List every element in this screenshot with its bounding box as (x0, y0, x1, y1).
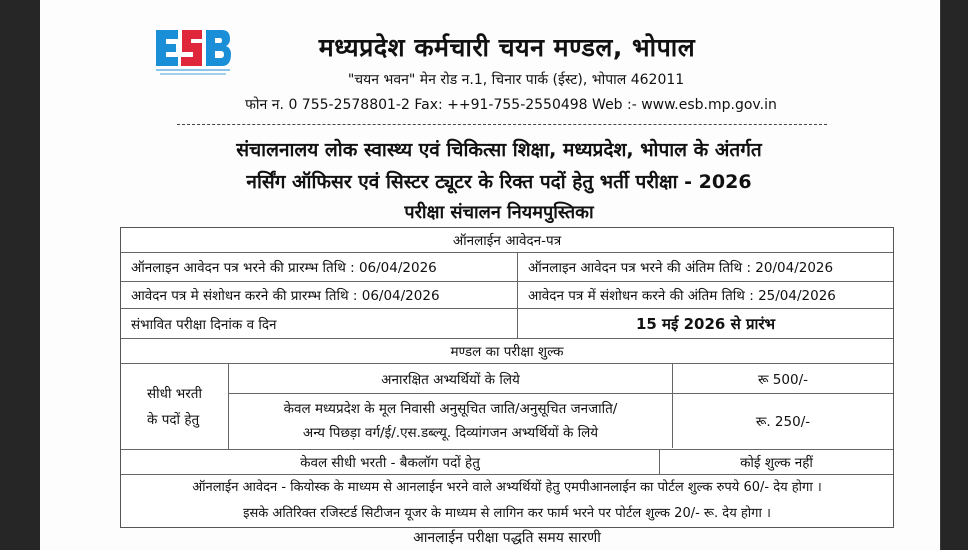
exam-date-label: संभावित परीक्षा दिनांक व दिन (131, 316, 277, 333)
table-section-fee (121, 339, 893, 364)
table-row (121, 282, 893, 309)
exam-date-value: 15 मई 2026 से प्रारंभ (517, 309, 893, 338)
notes-row (121, 475, 893, 527)
dashed-divider (177, 124, 827, 125)
fee-desc (229, 394, 673, 448)
fee-group-label-line: सीधी भरती (147, 385, 202, 402)
fee-desc: अनारक्षित अभ्यर्थियों के लिये (229, 364, 673, 393)
org-contact: फोन न. 0 755-2578801-2 Fax: ++91-755-2550498 Web :- www.esb.mp.gov.in (245, 97, 777, 113)
fee-row (229, 364, 893, 393)
heading-exam: नर्सिंग ऑफिसर एवं सिस्टर ट्यूटर के रिक्त पदों हेतु भर्ती परीक्षा - 2026 (246, 171, 752, 193)
backlog-row (121, 450, 893, 475)
next-section-heading: आनलाईन परीक्षा पद्धति समय सारणी (413, 530, 601, 546)
backlog-desc: केवल सीधी भरती - बैकलॉग पदों हेतु (300, 455, 480, 471)
end-date-online: ऑनलाइन आवेदन पत्र भरने की अंतिम तिथि : 20/04/2026 (517, 253, 893, 281)
section-title: ऑनलाईन आवेदन-पत्र (452, 233, 562, 249)
section-title: मण्डल का परीक्षा शुल्क (450, 344, 564, 360)
heading-rulebook: परीक्षा संचालन नियमपुस्तिका (404, 202, 594, 223)
fee-amount: रू 500/- (758, 371, 808, 388)
end-date-correction: आवेदन पत्र में संशोधन करने की अंतिम तिथि : 25/04/2026 (517, 282, 893, 308)
table-row (121, 253, 893, 282)
fee-desc-line: अन्य पिछड़ा वर्ग/ई/.एस.डब्ल्यू. दिव्यांगजन अभ्यर्थियों के लिये (302, 425, 599, 441)
fee-amount: रू. 250/- (755, 414, 811, 430)
table-row (121, 309, 893, 339)
fee-row (229, 393, 893, 448)
portal-fee-note: ऑनलाईन आवेदन - कियोस्क के माध्यम से आनलाईन भरने वाले अभ्यर्थियों हेतु एमपीआनलाईन का पोर्टल शुल्क रुपये 60/- देय होगा । (192, 480, 822, 495)
backlog-amount: कोई शुल्क नहीं (659, 450, 893, 474)
citizen-user-note: इसके अतिरिक्त रजिस्टर्ड सिटीजन यूजर के माध्यम से लागिन कर फार्म भरने पर पोर्टल शुल्क 20/- रू. देय होगा । (243, 506, 771, 521)
heading-department: संचालनालय लोक स्वास्थ्य एवं चिकित्सा शिक्षा, मध्यप्रदेश, भोपाल के अंतर्गत (236, 139, 762, 161)
schedule-fee-table (120, 227, 894, 528)
org-address: "चयन भवन" मेन रोड न.1, चिनार पार्क (ईस्ट), भोपाल 462011 (347, 72, 685, 88)
fee-group-label (121, 364, 229, 449)
fee-group-label-line: के पदों हेतु (147, 411, 200, 428)
org-title: मध्यप्रदेश कर्मचारी चयन मण्डल, भोपाल (318, 33, 696, 62)
fee-rows (229, 364, 893, 449)
fee-desc-line: केवल मध्यप्रदेश के मूल निवासी अनुसूचित जाति/अनुसूचित जनजाति/ (283, 401, 618, 417)
start-date-correction: आवेदन पत्र मे संशोधन करने की प्रारम्भ तिथि : 06/04/2026 (131, 288, 440, 304)
table-section-online (121, 228, 893, 253)
start-date-online: ऑनलाइन आवेदन पत्र भरने की प्रारम्भ तिथि : 06/04/2026 (131, 260, 437, 276)
fee-block-direct (121, 364, 893, 450)
